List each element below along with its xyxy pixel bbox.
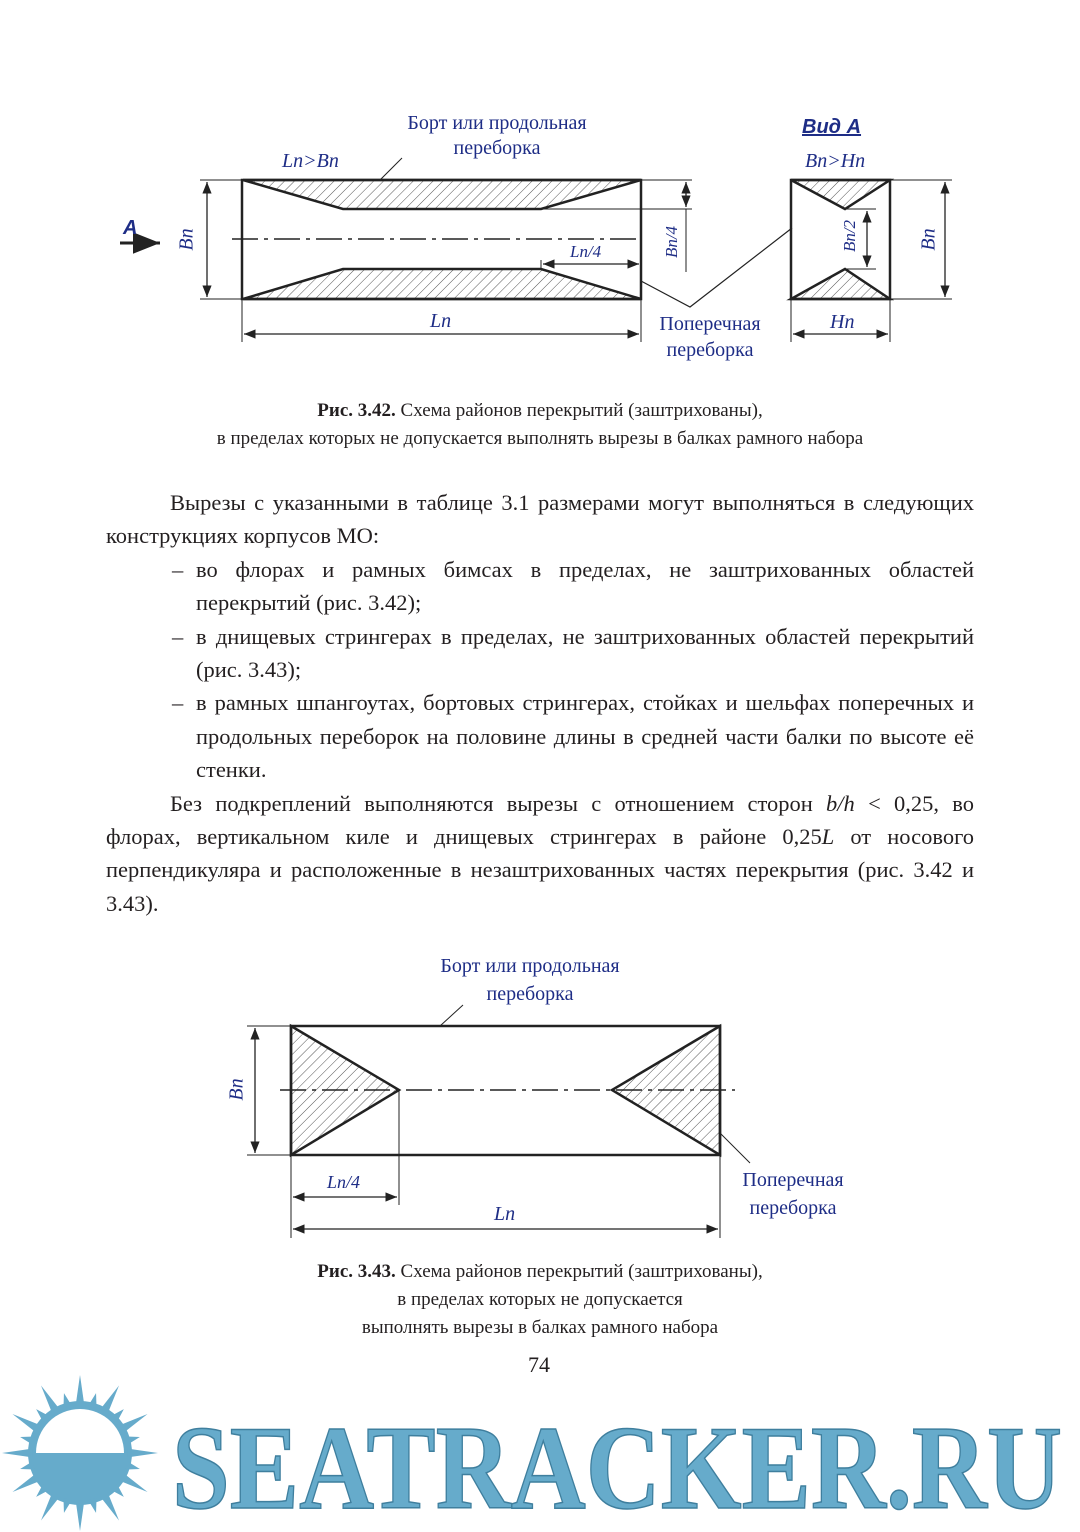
sun-ray [63,1393,71,1408]
watermark-text: SEATRACKER.RU [172,1401,1062,1532]
sun-ray [41,1385,60,1413]
label-arrow-a: A [123,217,138,239]
label-ln-quarter: Ln/4 [327,1172,361,1192]
bullet-text: во флорах и рамных бимсах в пределах, не заштрихованных областей перекрытий (рис. 3.42); [196,556,974,616]
label-bn-left: Bn [175,228,198,251]
label-ln-gt-bn: Ln>Bn [282,150,339,172]
sun-ray [76,1501,85,1531]
label-bn-right: Bn [917,228,940,251]
text: b/h [826,790,855,816]
label-poperech-343 [733,1166,853,1222]
bullet-marker: – [172,690,184,716]
text: от носового перпендикуляра и расположенные в незаштрихованных частях перекрытия (рис. 3.42 и 3.43). [106,824,974,916]
sun-ray [128,1449,158,1458]
bullet-item [106,553,974,620]
caption-text: выполнять вырезы в балках рамного набора [361,1317,719,1338]
caption-text: Схема районов перекрытий (заштрихованы), [400,400,763,421]
bullet-item [106,620,974,687]
sun-ray [119,1414,147,1433]
sun-icon [2,1375,158,1531]
text: Без подкреплений выполняются вырезы с отношением сторон [170,790,827,816]
caption-fig342 [0,397,1080,453]
text: L [821,824,835,850]
label-line: Поперечная [659,313,761,335]
label-line: Поперечная [742,1169,844,1191]
label-line: переборка [749,1197,837,1219]
bullet-text: в днищевых стрингерах в пределах, не заштрихованных областей перекрытий (рис. 3.43); [196,623,974,683]
label-line: переборка [453,137,541,159]
paragraph: Вырезы с указанными в таблице 3.1 размерами могут выполняться в следующих конструкциях корпусов МО: [106,490,974,549]
caption-text: в пределах которых не допускается [397,1289,683,1310]
sun-ray [125,1461,140,1469]
label-hn: Hn [830,311,855,333]
sun-ray [20,1461,35,1469]
hatched-top [243,180,641,209]
label-bn-quarter: Bn/4 [662,225,682,259]
sun-ray [12,1473,40,1492]
sun-ray [119,1473,147,1492]
label-poperech-342 [650,311,770,363]
label-ln: Ln [430,310,452,332]
paragraph [106,787,974,921]
sun-ray [88,1393,96,1408]
bullet-marker: – [172,556,184,582]
sun-ray [12,1414,40,1433]
label-line: переборка [666,339,754,361]
caption-fig343 [0,1258,1080,1342]
sun-ray [125,1436,140,1444]
fig342-view-a [791,180,952,342]
sun-ray [2,1449,32,1458]
page-number: 74 [528,1352,550,1377]
text: < 0,25, во флорах, вертикальном киле и днищевых стрингерах в районе 0,25 [106,790,974,850]
watermark-logo [2,1375,1062,1532]
sun-ray [41,1492,60,1520]
label-bn: Bn [225,1078,248,1101]
body-text [106,486,974,920]
sun-ray [100,1492,119,1520]
label-line: переборка [486,983,574,1005]
label-bort-343 [420,952,640,1008]
caption-number: Рис. 3.42. [317,400,396,421]
bullet-item [106,686,974,786]
bullet-marker: – [172,623,184,649]
caption-text: в пределах которых не допускается выполнять вырезы в балках рамного набора [216,428,864,449]
label-bn-half: Bn/2 [840,219,860,253]
sun-ray [100,1385,119,1413]
label-bn-gt-hn: Bn>Hn [805,150,866,172]
label-ln-quarter: Ln/4 [570,242,602,261]
label-line: Борт или продольная [440,955,620,977]
label-ln: Ln [494,1203,516,1225]
caption-number: Рис. 3.43. [317,1261,396,1282]
label-line: Борт или продольная [407,112,587,134]
sun-ray [76,1375,85,1405]
hatched-bottom [243,269,641,299]
sun-ray [63,1498,71,1513]
bullet-text: в рамных шпангоутах, бортовых стрингерах, стойках и шельфах поперечных и продольных переборок на половине длины в средней части балки по высоте её стенки. [196,690,974,783]
sun-ray [20,1436,35,1444]
sun-ray [88,1498,96,1513]
label-bort-342 [401,111,593,161]
caption-text: Схема районов перекрытий (заштрихованы), [400,1261,763,1282]
label-view-a: Вид А [802,116,862,138]
